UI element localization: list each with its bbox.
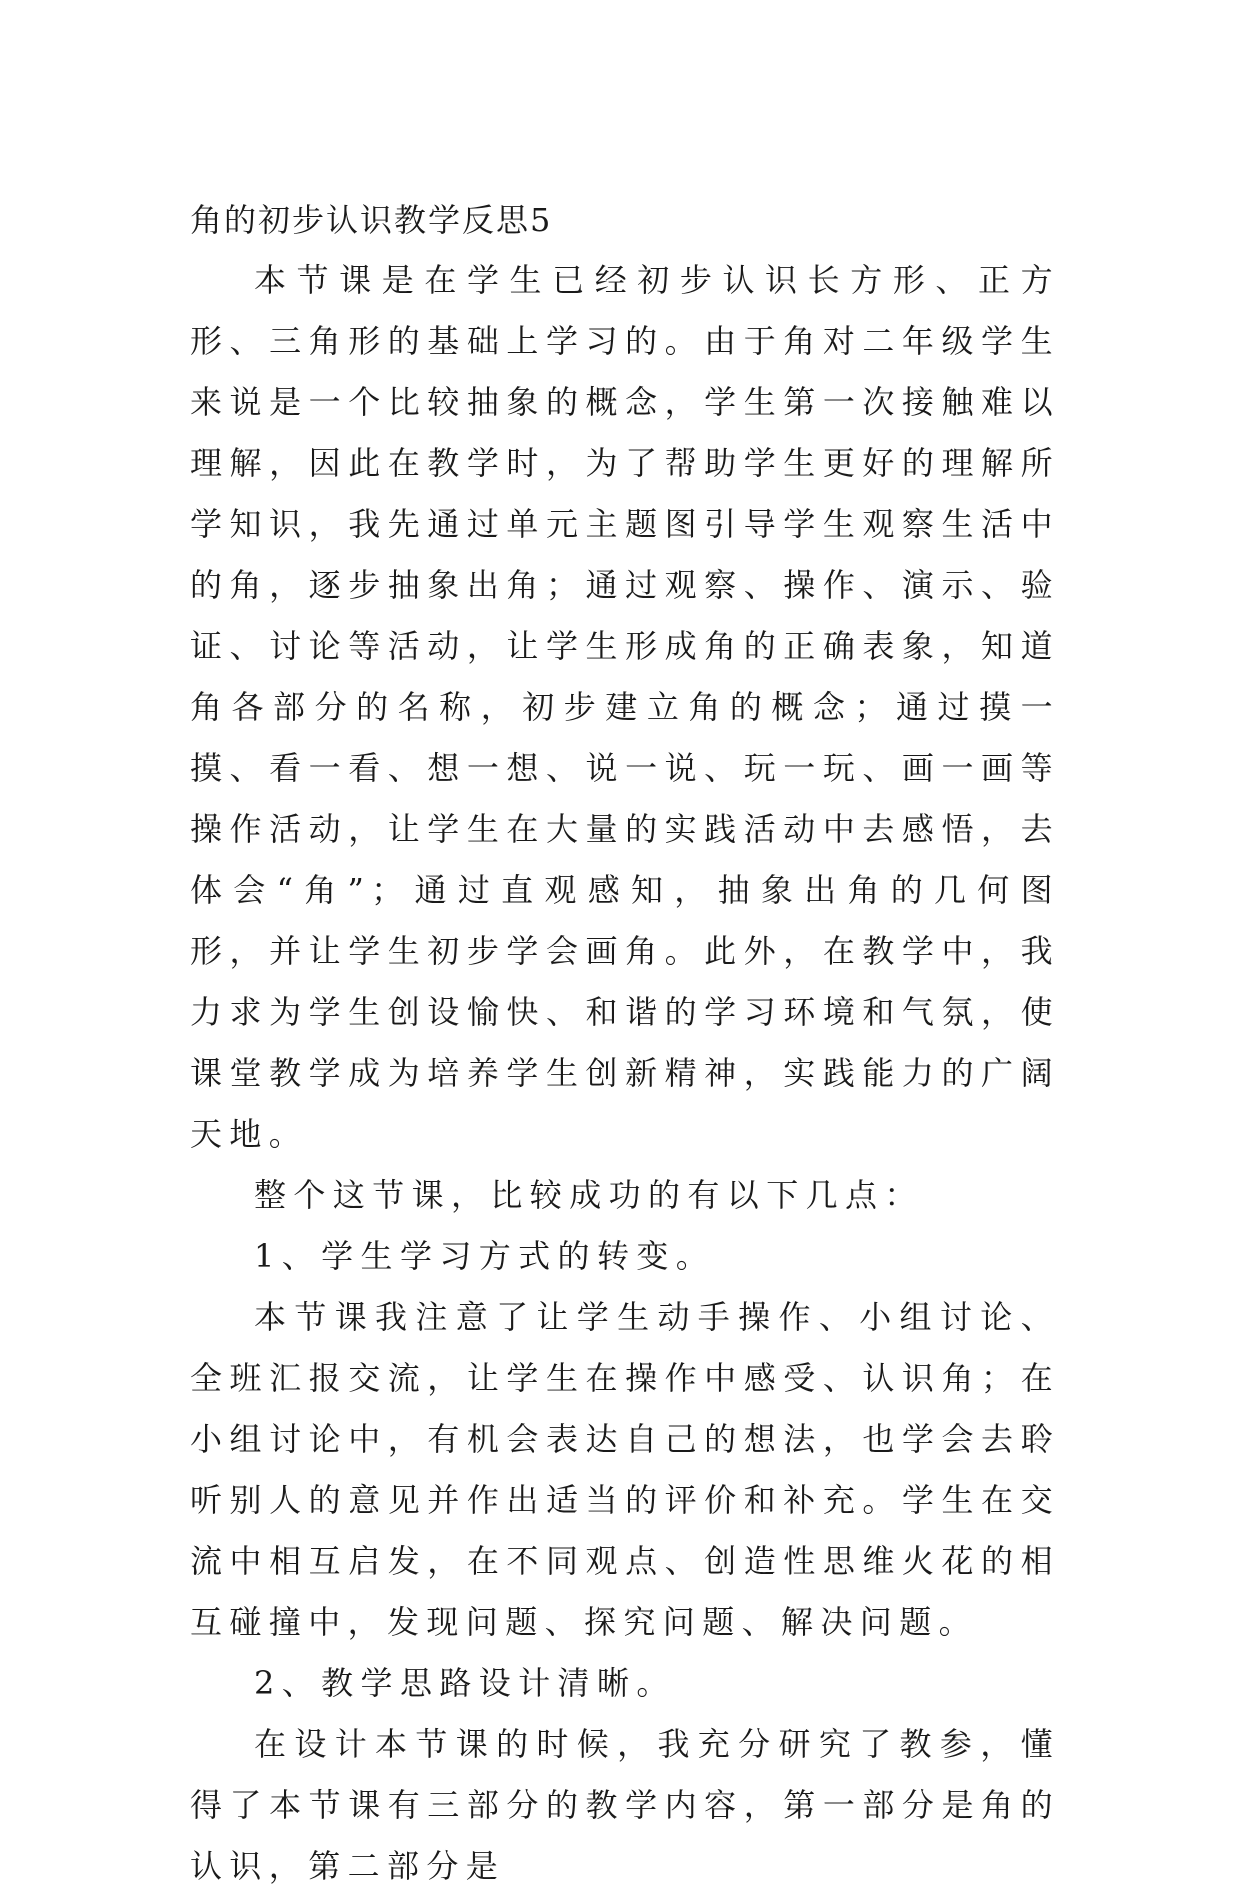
- paragraph-point-2-body: 在设计本节课的时候，我充分研究了教参，懂得了本节课有三部分的教学内容，第一部分是角的认识，第二部分是: [190, 1725, 1060, 1885]
- paragraph-point-2-heading: 2、教学思路设计清晰。: [254, 1664, 676, 1702]
- paragraph-point-1-body: 本节课我注意了让学生动手操作、小组讨论、全班汇报交流，让学生在操作中感受、认识角；在小组讨论中，有机会表达自己的想法，也学会去聆听别人的意见并作出适当的评价和补充。学生在交流中相互启发，在不同观点、创造性思维火花的相互碰撞中，发现问题、探究问题、解决问题。: [190, 1298, 1060, 1641]
- document-page: [190, 190, 1060, 1897]
- document-title: 角的初步认识教学反思5: [190, 201, 553, 239]
- paragraph-intro: 本节课是在学生已经初步认识长方形、正方形、三角形的基础上学习的。由于角对二年级学生来说是一个比较抽象的概念，学生第一次接触难以理解，因此在教学时，为了帮助学生更好的理解所学知识，我先通过单元主题图引导学生观察生活中的角，逐步抽象出角；通过观察、操作、演示、验证、讨论等活动，让学生形成角的正确表象，知道角各部分的名称，初步建立角的概念；通过摸一摸、看一看、想一想、说一说、玩一玩、画一画等操作活动，让学生在大量的实践活动中去感悟，去体会“角”；通过直观感知，抽象出角的几何图形，并让学生初步学会画角。此外，在教学中，我力求为学生创设愉快、和谐的学习环境和气氛，使课堂教学成为培养学生创新精神，实践能力的广阔天地。: [190, 261, 1060, 1153]
- paragraph-point-1-heading: 1、学生学习方式的转变。: [254, 1237, 716, 1275]
- paragraph-summary: 整个这节课，比较成功的有以下几点：: [254, 1176, 924, 1214]
